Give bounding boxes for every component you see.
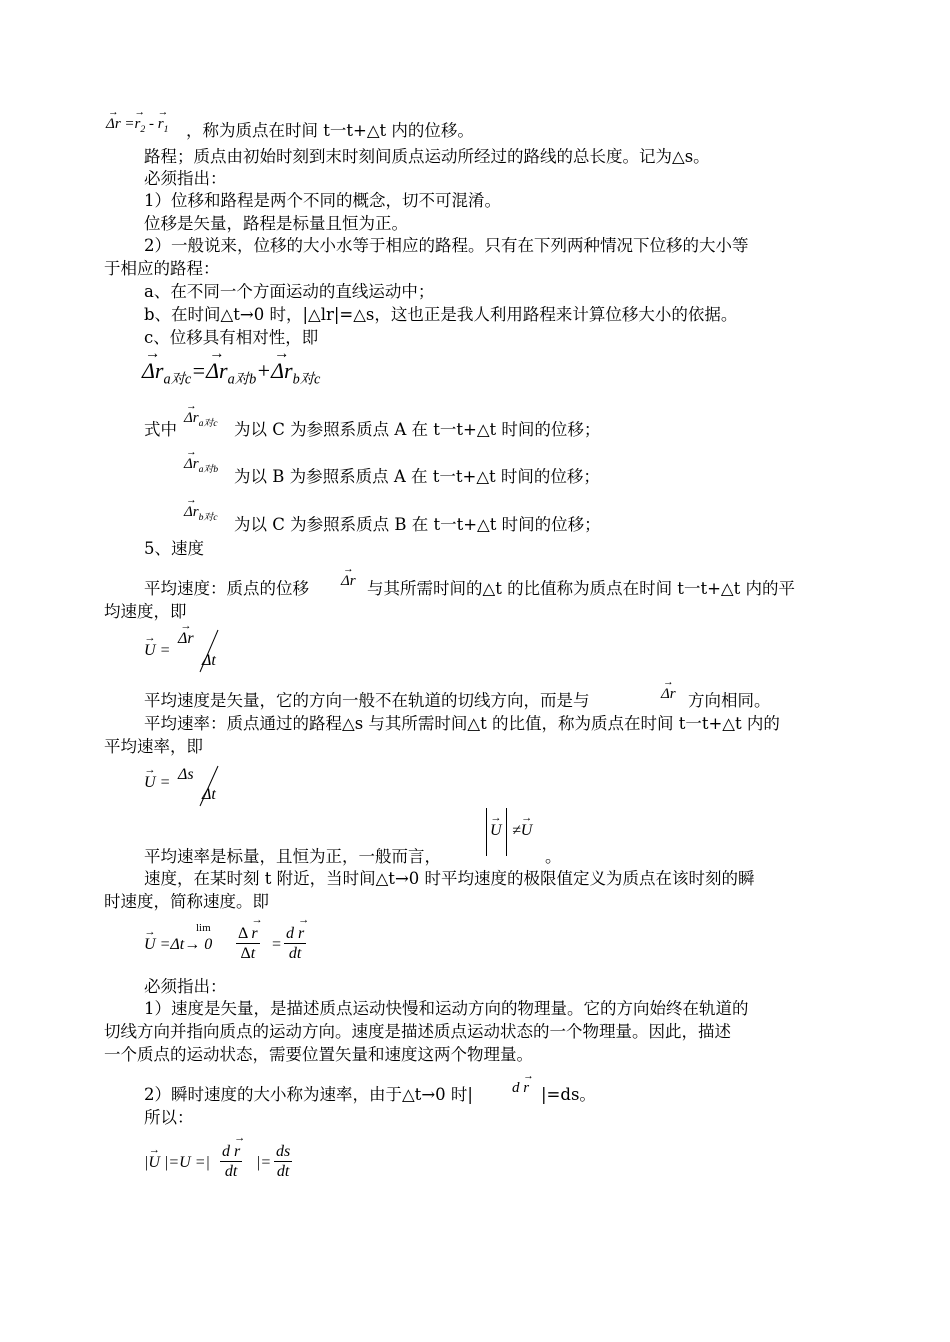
- average-velocity-formula: → U = → Δr Δt: [144, 628, 264, 674]
- fraction-ds-dt: $\frac{ds}{dt}$: [276, 1143, 291, 1181]
- line-27a: 2）瞬时速度的大小称为速率，由于△t→0 时|: [144, 1085, 473, 1104]
- average-speed-formula: → U = Δs Δt: [144, 764, 264, 808]
- lim-label: lim: [196, 922, 211, 934]
- line-22: 时速度，简称速度。即: [104, 892, 269, 911]
- line-19: 平均速率，即: [104, 737, 203, 756]
- line-17a: 平均速度是矢量，它的方向一般不在轨道的切线方向，而是与: [144, 691, 590, 710]
- line-3: 必须指出：: [144, 169, 227, 188]
- line-27b: |=ds。: [541, 1085, 596, 1104]
- symbol-dr-inline-2: → Δr: [661, 686, 676, 703]
- speed-not-equal-formula: → U ≠→ U: [486, 808, 556, 858]
- fraction-dr-dt-2: $\frac{d \to r}{dt}$: [220, 1142, 242, 1181]
- line-6: 2）一般说来，位移的大小水等于相应的路程。只有在下列两种情况下位移的大小等: [144, 236, 749, 255]
- symbol-r-bc: → $\Delta r_{b对c}$: [184, 504, 218, 523]
- line-24: 1）速度是矢量，是描述质点运动快慢和运动方向的物理量。它的方向始终在轨道的: [144, 999, 749, 1018]
- line-11-prefix: 式中: [144, 420, 177, 439]
- line-18: 平均速率：质点通过的路程△s 与其所需时间△t 的比值，称为质点在时间 t一t+△t 内的: [144, 714, 780, 733]
- line-20b: 。: [545, 847, 562, 866]
- line-2: 路程；质点由初始时刻到末时刻间质点运动所经过的路线的总长度。记为△s。: [144, 147, 710, 166]
- line-4: 1）位移和路程是两个不同的概念，切不可混淆。: [144, 191, 501, 210]
- line-9: b、在时间△t→0 时，|△lr|=△s，这也正是我人利用路程来计算位移大小的依据。: [144, 305, 738, 324]
- symbol-dr-inline-3: d → r: [512, 1080, 529, 1097]
- section-heading-velocity: 5、速度: [144, 539, 204, 558]
- line-10: c、位移具有相对性，即: [144, 328, 319, 347]
- line-26: 一个质点的运动状态，需要位置矢量和速度这两个物理量。: [104, 1045, 533, 1064]
- relative-displacement-formula: → $\Delta r_{a对c}=\to \Delta r_{a对b}+\to \Delta r_{b对c}$: [142, 358, 320, 388]
- line-15a: 平均速度：质点的位移: [144, 579, 309, 598]
- line-1: ，称为质点在时间 t一t+△t 内的位移。: [186, 121, 474, 140]
- line-13: 为以 C 为参照系质点 B 在 t一t+△t 时间的位移；: [234, 515, 601, 534]
- fraction-dr-dt: $\frac{\Delta \to r}{\Delta t}$: [236, 924, 260, 963]
- symbol-r-ac: → $\Delta r_{a对c}$: [184, 410, 218, 429]
- line-16: 均速度，即: [104, 602, 187, 621]
- line-5: 位移是矢量，路程是标量且恒为正。: [144, 214, 408, 233]
- line-15b: 与其所需时间的△t 的比值称为质点在时间 t一t+△t 内的平: [367, 579, 795, 598]
- line-12: 为以 B 为参照系质点 A 在 t一t+△t 时间的位移；: [234, 467, 600, 486]
- symbol-r-ab: → $\Delta r_{a对b}$: [184, 456, 218, 475]
- line-8: a、在不同一个方面运动的直线运动中；: [144, 282, 435, 301]
- line-23: 必须指出：: [144, 977, 227, 996]
- displacement-definition-formula: → $\Delta r =\to r_2$ - → $r_1$: [106, 116, 168, 135]
- line-7: 于相应的路程：: [104, 259, 220, 278]
- line-21: 速度，在某时刻 t 附近，当时间△t→0 时平均速度的极限值定义为质点在该时刻的瞬: [144, 869, 755, 888]
- speed-magnitude-formula: |→ U |=U =| $\frac{d \to r}{dt}$ |= $\frac{ds}{dt}$: [144, 1136, 324, 1192]
- line-11: 为以 C 为参照系质点 A 在 t一t+△t 时间的位移；: [234, 420, 601, 439]
- symbol-dr-inline: → Δr: [341, 573, 356, 590]
- instantaneous-velocity-formula: → U =Δt→ 0 lim $\frac{\Delta \to r}{\Delta t}$ = $\frac{d \to r}{dt}$: [144, 920, 344, 974]
- line-17b: 方向相同。: [688, 691, 771, 710]
- line-25: 切线方向并指向质点的运动方向。速度是描述质点运动状态的一个物理量。因此，描述: [104, 1022, 731, 1041]
- line-28: 所以：: [144, 1108, 194, 1127]
- fraction-d-r-dt: $\frac{d \to r}{dt}$: [284, 924, 306, 963]
- line-20a: 平均速率是标量，且恒为正，一般而言，: [144, 847, 441, 866]
